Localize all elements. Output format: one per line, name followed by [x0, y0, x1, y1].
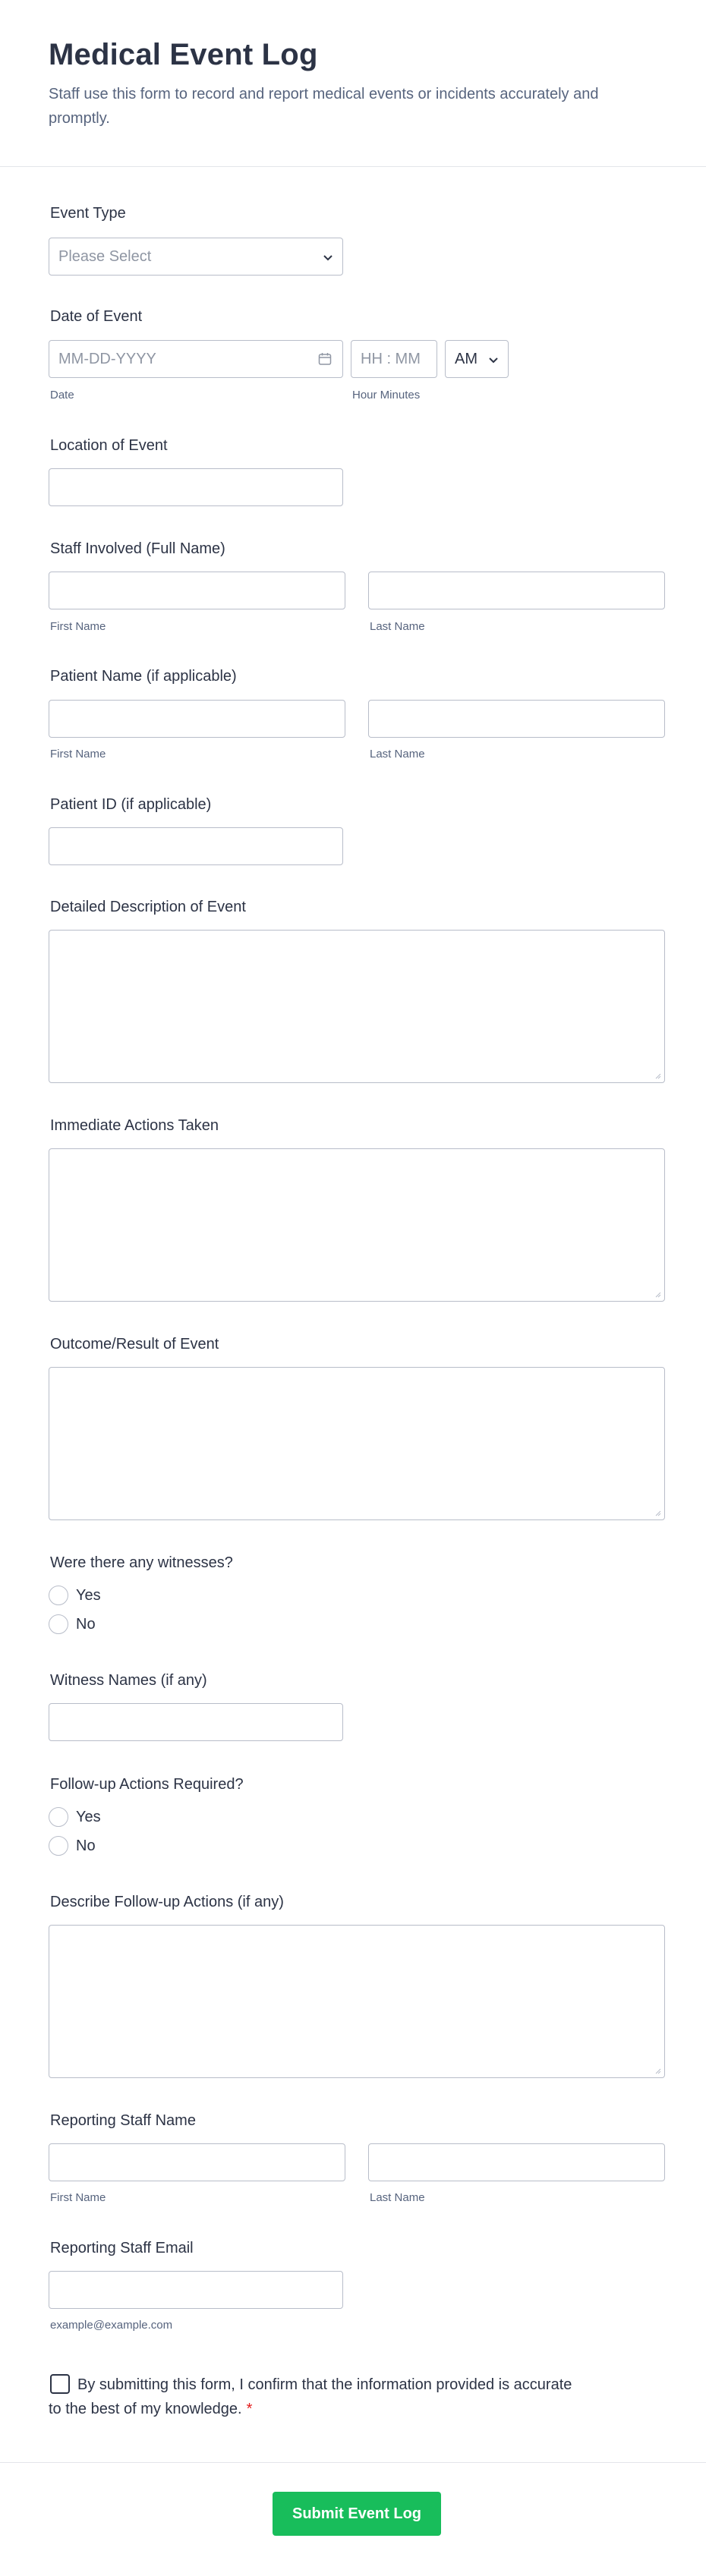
immediate-actions-label: Immediate Actions Taken	[50, 1117, 219, 1134]
followup-yes-radio[interactable]	[49, 1807, 68, 1827]
page-title: Medical Event Log	[49, 38, 318, 71]
consent-text[interactable]	[49, 2373, 580, 2421]
patient-last-name-input[interactable]	[368, 700, 665, 738]
reporting-email-sublabel: example@example.com	[50, 2319, 173, 2332]
witnesses-yes-label[interactable]: Yes	[76, 1587, 101, 1604]
followup-no-label[interactable]: No	[76, 1838, 96, 1854]
immediate-actions-textarea[interactable]	[49, 1148, 665, 1302]
witnesses-yes-radio[interactable]	[49, 1586, 68, 1605]
followup-no-radio[interactable]	[49, 1836, 68, 1856]
reporting-last-name-input[interactable]	[368, 2143, 665, 2181]
staff-involved-label: Staff Involved (Full Name)	[50, 540, 225, 557]
patient-last-name-sublabel: Last Name	[370, 748, 425, 761]
reporting-staff-name-label: Reporting Staff Name	[50, 2112, 196, 2129]
staff-last-name-input[interactable]	[368, 572, 665, 609]
chevron-down-icon	[323, 252, 333, 263]
location-label: Location of Event	[50, 437, 168, 454]
resize-handle-icon[interactable]	[654, 1072, 661, 1079]
reporting-email-label: Reporting Staff Email	[50, 2240, 194, 2256]
outcome-label: Outcome/Result of Event	[50, 1336, 219, 1353]
consent-label: By submitting this form, I confirm that the information provided is accurate to the best of my knowledge.	[49, 2376, 572, 2417]
reporting-first-name-input[interactable]	[49, 2143, 345, 2181]
time-input[interactable]	[351, 340, 437, 378]
staff-last-name-sublabel: Last Name	[370, 620, 425, 633]
description-label: Detailed Description of Event	[50, 899, 246, 915]
resize-handle-icon[interactable]	[654, 2067, 661, 2074]
resize-handle-icon[interactable]	[654, 1290, 661, 1298]
staff-first-name-sublabel: First Name	[50, 620, 106, 633]
time-sublabel: Hour Minutes	[352, 389, 421, 402]
patient-first-name-sublabel: First Name	[50, 748, 106, 761]
witness-names-label: Witness Names (if any)	[50, 1672, 207, 1689]
resize-handle-icon[interactable]	[654, 1509, 661, 1516]
patient-id-label: Patient ID (if applicable)	[50, 796, 212, 813]
date-input[interactable]	[49, 340, 343, 378]
calendar-icon[interactable]	[318, 352, 332, 366]
form-header	[0, 0, 706, 167]
reporting-last-name-sublabel: Last Name	[370, 2191, 425, 2204]
event-type-label: Event Type	[50, 205, 126, 222]
submit-button[interactable]: Submit Event Log	[273, 2492, 441, 2536]
ampm-select[interactable]	[445, 340, 509, 378]
followup-yes-label[interactable]: Yes	[76, 1809, 101, 1825]
witnesses-label: Were there any witnesses?	[50, 1554, 233, 1571]
patient-id-input[interactable]	[49, 827, 343, 865]
footer-divider	[0, 2462, 706, 2463]
time-placeholder: HH : MM	[361, 351, 421, 367]
ampm-value: AM	[455, 351, 477, 367]
date-of-event-label: Date of Event	[50, 308, 143, 325]
followup-description-textarea[interactable]	[49, 1925, 665, 2078]
patient-name-label: Patient Name (if applicable)	[50, 668, 237, 685]
date-sublabel: Date	[50, 389, 74, 402]
description-textarea[interactable]	[49, 930, 665, 1083]
event-type-placeholder: Please Select	[58, 248, 152, 265]
staff-first-name-input[interactable]	[49, 572, 345, 609]
followup-required-label: Follow-up Actions Required?	[50, 1776, 244, 1793]
page-subtitle: Staff use this form to record and report medical events or incidents accurately and promptly.	[49, 86, 599, 127]
outcome-textarea[interactable]	[49, 1367, 665, 1520]
chevron-down-icon	[488, 354, 499, 365]
required-mark: *	[246, 2401, 253, 2417]
witnesses-no-radio[interactable]	[49, 1614, 68, 1634]
event-type-select[interactable]	[49, 238, 343, 276]
witnesses-no-label[interactable]: No	[76, 1616, 96, 1633]
witness-names-input[interactable]	[49, 1703, 343, 1741]
location-input[interactable]	[49, 468, 343, 506]
reporting-email-input[interactable]	[49, 2271, 343, 2309]
patient-first-name-input[interactable]	[49, 700, 345, 738]
followup-description-label: Describe Follow-up Actions (if any)	[50, 1894, 284, 1910]
reporting-first-name-sublabel: First Name	[50, 2191, 106, 2204]
date-placeholder: MM-DD-YYYY	[58, 351, 156, 367]
